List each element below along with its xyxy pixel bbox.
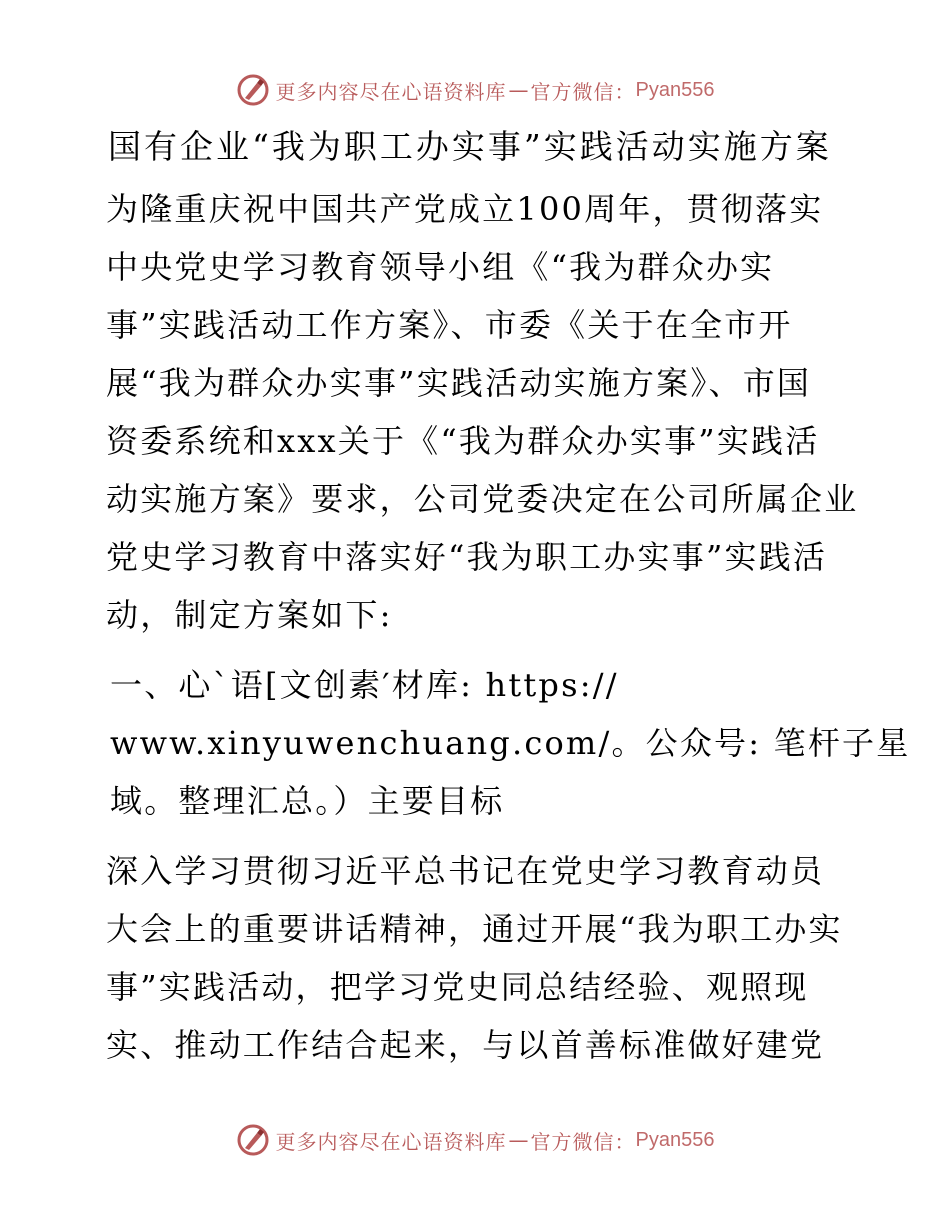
banner-wechat-id: Pyan556 — [635, 78, 715, 101]
paragraph-section-heading — [98, 656, 911, 830]
paragraph-line: 域。整理汇总。）主要目标 — [110, 782, 505, 820]
paragraph-line: 展“我为群众办实事”实践活动实施方案》、市国 — [106, 364, 812, 402]
paragraph-line: 为隆重庆祝中国共产党成立100周年，贯彻落实 — [106, 190, 824, 228]
paragraph-line: 深入学习贯彻习近平总书记在党史学习教育动员 — [106, 852, 825, 890]
banner-wechat-id: Pyan556 — [635, 1128, 715, 1151]
banner-wechat-label: 官方微信： — [530, 79, 636, 104]
paragraph-line: www.xinyuwenchuang.com/。公众号: 笔杆子星 — [110, 724, 911, 762]
paragraph-line: 大会上的重要讲话精神，通过开展“我为职工办实 — [106, 910, 843, 948]
paragraph-line: 事”实践活动，把学习党史同总结经验、观照现 — [106, 968, 809, 1006]
header-banner — [0, 70, 950, 110]
banner-separator: — — [508, 1128, 529, 1152]
paragraph-line: 实、推动工作结合起来，与以首善标准做好建党 — [106, 1026, 825, 1064]
paragraph-line: 一、心`语[文创素′材库: https:// — [110, 666, 619, 704]
banner-separator: — — [508, 78, 529, 102]
pen-logo-icon — [236, 1123, 270, 1157]
paragraph-goals — [98, 842, 858, 1074]
banner-wechat-label: 官方微信： — [530, 1129, 636, 1154]
banner-text: 更多内容尽在心语资料库 — [275, 79, 507, 104]
document-body — [98, 118, 911, 1080]
paragraph-line: 党史学习教育中落实好“我为职工办实事”实践活 — [106, 538, 828, 576]
pen-logo-icon — [236, 73, 270, 107]
banner-text: 更多内容尽在心语资料库 — [275, 1129, 507, 1154]
paragraph-intro — [98, 180, 858, 644]
document-title: 国有企业“我为职工办实事”实践活动实施方案 — [108, 127, 832, 166]
paragraph-line: 中央党史学习教育领导小组《“我为群众办实 — [106, 248, 775, 286]
paragraph-line: 动，制定方案如下: — [106, 596, 393, 634]
paragraph-line: 资委系统和xxx关于《“我为群众办实事”实践活 — [106, 422, 820, 460]
paragraph-line: 动实施方案》要求，公司党委决定在公司所属企业 — [106, 480, 859, 518]
footer-banner — [0, 1120, 950, 1160]
paragraph-line: 事”实践活动工作方案》、市委《关于在全市开 — [106, 306, 793, 344]
